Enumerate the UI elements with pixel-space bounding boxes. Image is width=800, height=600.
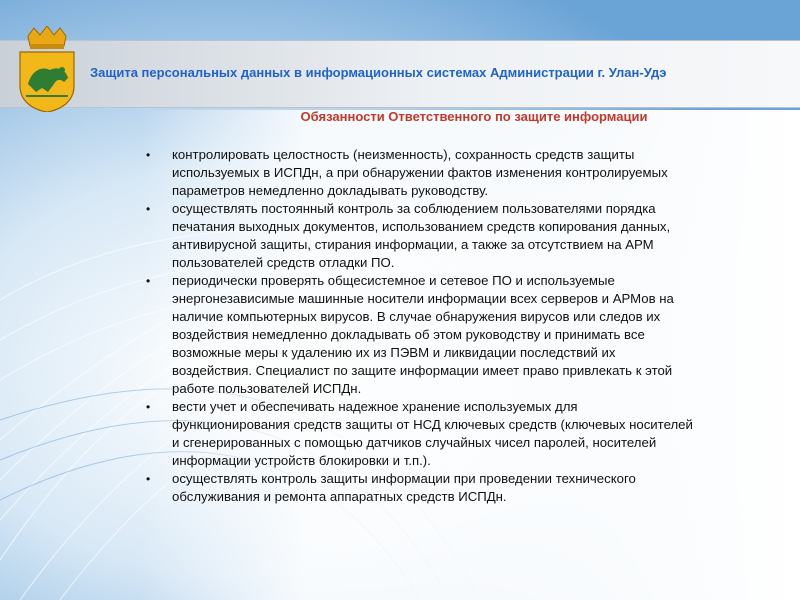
list-item-text: контролировать целостность (неизменность), сохранность средств защиты используемых в ИСПДн, а при обнаружении фактов изменения контролируемых параметров немедленно докладывать руководству.	[172, 147, 668, 198]
list-item	[146, 470, 796, 506]
page-title: Защита персональных данных в информационных системах Администрации г. Улан-Удэ	[90, 65, 667, 80]
bullet: •	[146, 400, 151, 414]
bullet: •	[146, 148, 151, 162]
bullet: •	[146, 274, 151, 288]
list-item	[146, 146, 796, 200]
bullet: •	[146, 202, 151, 216]
bullet: •	[146, 472, 151, 486]
list-item-text: периодически проверять общесистемное и сетевое ПО и используемые энергонезависимые машинные носители информации всех серверов и АРМов на наличие компьютерных вирусов. В случае обнаружения вирусов или следов их воздействия немедленно докладывать об этом руководству и принимать все возможные меры к удалению их из ПЭВМ и ликвидации последствий их воздействия. Специалист по защите информации имеет право привлекать к этой работе пользователей ИСПДн.	[172, 273, 674, 396]
coat-of-arms-icon	[14, 26, 80, 112]
list-item-text: осуществлять контроль защиты информации при проведении технического обслуживания и ремонта аппаратных средств ИСПДн.	[172, 471, 636, 504]
section-heading: Обязанности Ответственного по защите информации	[300, 109, 648, 124]
list-item-text: вести учет и обеспечивать надежное хранение используемых для функционирования средств защиты от НСД ключевых средств (ключевых носителей и сгенерированных с помощью датчиков случайных чисел паролей, носителей информации устройств блокировки и т.п.).	[172, 399, 693, 468]
duties-list	[146, 146, 796, 506]
list-item	[146, 200, 796, 272]
list-item-text: осуществлять постоянный контроль за соблюдением пользователями порядка печатания выходных документов, использованием средств копирования данных, антивирусной защиты, стирания информации, а также за отсутствием на АРМ пользователей средств отладки ПО.	[172, 201, 671, 270]
list-item	[146, 272, 796, 398]
list-item	[146, 398, 796, 470]
